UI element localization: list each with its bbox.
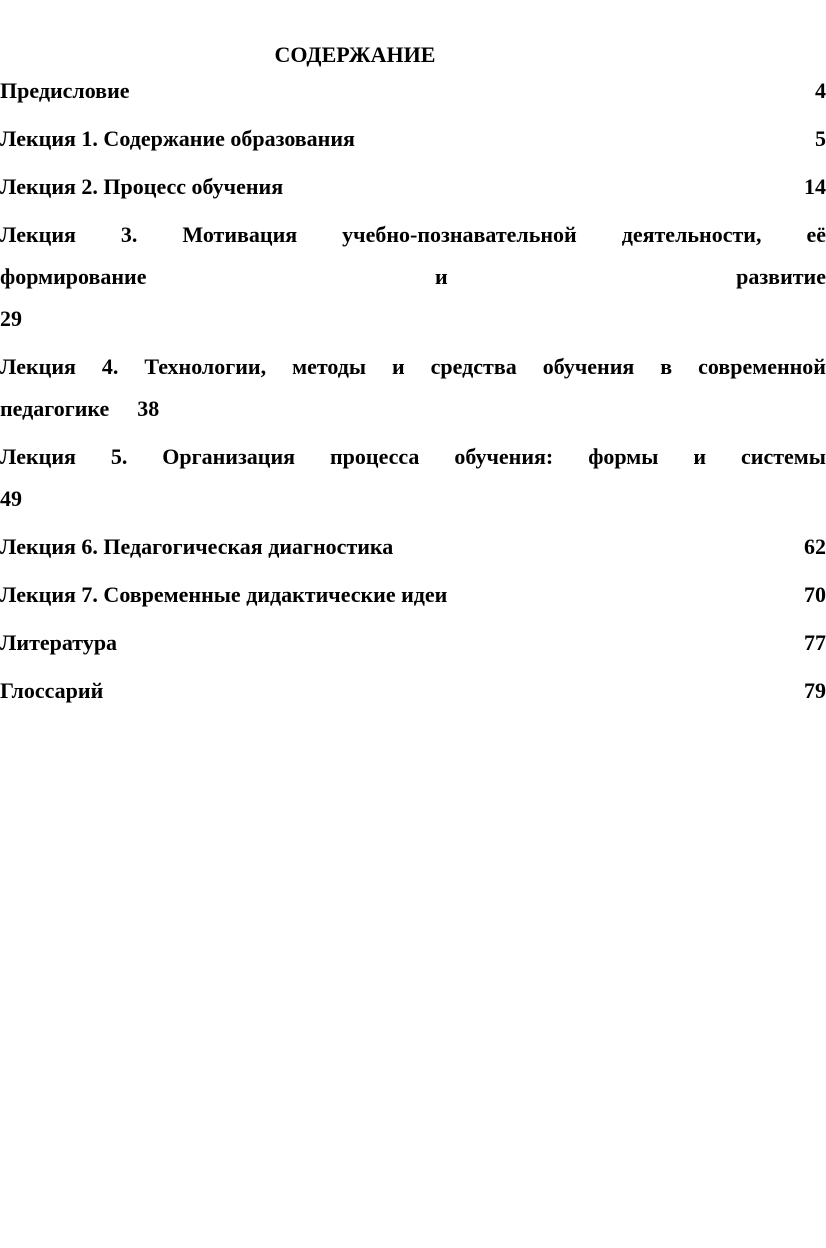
toc-page-number: 70 <box>804 582 826 607</box>
toc-label: Лекция 6. Педагогическая диагностика <box>0 534 394 559</box>
toc-word: формирование <box>0 264 147 289</box>
toc-entry-lecture-5-page <box>0 484 826 514</box>
toc-page-number: 29 <box>0 306 22 331</box>
toc-page-number: 38 <box>137 396 160 421</box>
toc-entry-preface <box>0 76 826 106</box>
toc-page-number: 5 <box>815 126 826 151</box>
toc-word: и <box>392 354 405 379</box>
toc-label: Лекция 2. Процесс обучения <box>0 174 284 199</box>
toc-word: в <box>660 354 673 379</box>
toc-entry-lecture-1 <box>0 124 826 154</box>
toc-entry-lecture-2 <box>0 172 826 202</box>
toc-word: средства <box>430 354 517 379</box>
toc-word: 5. <box>110 444 128 469</box>
toc-word: обучения: <box>454 444 554 469</box>
toc-entry-lecture-4-line-2 <box>0 394 826 424</box>
toc-label: Лекция 7. Современные дидактические идеи <box>0 582 448 607</box>
toc-entry-lecture-3-page <box>0 304 826 334</box>
toc-word: Лекция <box>0 354 76 379</box>
toc-page-number: 62 <box>804 534 826 559</box>
toc-label: Предисловие <box>0 78 130 103</box>
toc-word: её <box>806 222 826 247</box>
toc-entry-lecture-7 <box>0 580 826 610</box>
toc-word: современной <box>698 354 826 379</box>
toc-word: формы <box>588 444 659 469</box>
toc-entry-literature <box>0 628 826 658</box>
toc-word: Мотивация <box>182 222 298 247</box>
toc-page-number: 4 <box>815 78 826 103</box>
toc-label: Литература <box>0 630 118 655</box>
toc-word: системы <box>741 444 826 469</box>
page-title: СОДЕРЖАНИЕ <box>274 42 436 67</box>
toc-entry-lecture-6 <box>0 532 826 562</box>
toc-word: методы <box>292 354 367 379</box>
toc-page-number: 49 <box>0 486 22 511</box>
toc-label: педагогике <box>0 396 110 421</box>
toc-word: деятельности, <box>621 222 762 247</box>
toc-word: процесса <box>330 444 420 469</box>
toc-word: Организация <box>162 444 296 469</box>
toc-entry-lecture-3-line-2 <box>0 262 826 292</box>
toc-word: 4. <box>101 354 119 379</box>
toc-word: и <box>434 264 448 289</box>
toc-word: Технологии, <box>144 354 267 379</box>
toc-word: обучения <box>542 354 635 379</box>
toc-label: Лекция 1. Содержание образования <box>0 126 355 151</box>
toc-entry-lecture-3-line-1 <box>0 220 826 250</box>
toc-entry-glossary <box>0 676 826 706</box>
toc-page-number: 79 <box>804 678 826 703</box>
toc-word: 3. <box>120 222 138 247</box>
toc-entry-lecture-4-line-1 <box>0 352 826 382</box>
toc-word: Лекция <box>0 444 76 469</box>
toc-word: Лекция <box>0 222 76 247</box>
toc-word: развитие <box>736 264 826 289</box>
toc-word: учебно-познавательной <box>342 222 577 247</box>
toc-label: Глоссарий <box>0 678 104 703</box>
toc-entry-lecture-5-line-1 <box>0 442 826 472</box>
toc-word: и <box>693 444 707 469</box>
toc-page-number: 14 <box>804 174 826 199</box>
toc-page-number: 77 <box>804 630 826 655</box>
